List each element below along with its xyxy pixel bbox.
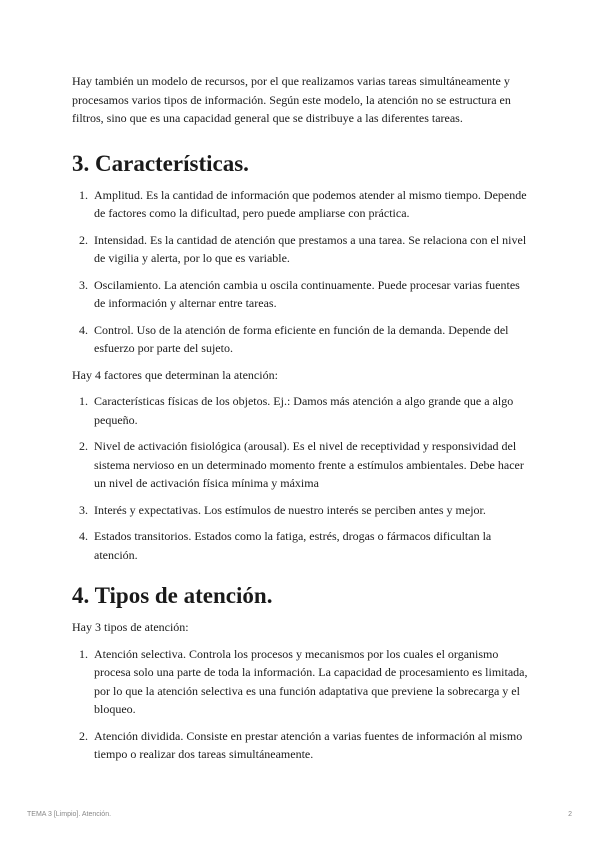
list-item-text: Atención dividida. Consiste en prestar atención a varias fuentes de información al mismo tiempo o realizar dos tareas simultáneamente. bbox=[94, 728, 523, 761]
section-heading-tipos: 4. Tipos de atención. bbox=[72, 583, 273, 608]
list-caracteristicas bbox=[72, 186, 528, 358]
list-number: 4. bbox=[79, 322, 88, 337]
list-number: 2. bbox=[79, 728, 88, 743]
list-item-text: Estados transitorios. Estados como la fatiga, estrés, drogas o fármacos dificultan la atención. bbox=[94, 529, 492, 562]
list-tipos bbox=[72, 645, 528, 764]
list-item bbox=[72, 392, 528, 429]
list-item bbox=[72, 276, 528, 313]
list-number: 1. bbox=[79, 646, 88, 661]
list-factores bbox=[72, 392, 528, 564]
list-item bbox=[72, 727, 528, 764]
list-item bbox=[72, 645, 528, 719]
list-item-text: Oscilamiento. La atención cambia u oscila continuamente. Puede procesar varias fuentes de información y alternar entre tareas. bbox=[94, 277, 520, 310]
list-item bbox=[72, 437, 528, 493]
list-item-text: Nivel de activación fisiológica (arousal). Es el nivel de receptividad y responsividad del sistema nervioso en un determinado momento frente a estímulos ambientales. Debe hacer un nivel de activación física mínima y máxima bbox=[94, 439, 524, 490]
list-item bbox=[72, 186, 528, 223]
list-number: 1. bbox=[79, 187, 88, 202]
tipos-lead: Hay 3 tipos de atención: bbox=[72, 620, 189, 634]
list-number: 2. bbox=[79, 439, 88, 453]
document-page bbox=[72, 72, 528, 772]
list-number: 4. bbox=[79, 529, 88, 543]
list-number: 2. bbox=[79, 232, 88, 247]
list-number: 3. bbox=[79, 277, 88, 292]
list-item-text: Características físicas de los objetos. Ej.: Damos más atención a algo grande que a algo pequeño. bbox=[94, 394, 514, 427]
page-number: 2 bbox=[568, 811, 572, 818]
factores-lead: Hay 4 factores que determinan la atención: bbox=[72, 367, 278, 382]
section-heading-caracteristicas: 3. Características. bbox=[72, 150, 249, 176]
list-number: 3. bbox=[79, 502, 88, 517]
list-number: 1. bbox=[79, 394, 88, 408]
intro-paragraph: Hay también un modelo de recursos, por el que realizamos varias tareas simultáneamente y procesamos varios tipos de información. Según este modelo, la atención no se estructura en filtros, sino que es una capacidad general que se distribuye a las diferentes tareas. bbox=[72, 74, 511, 125]
list-item-text: Amplitud. Es la cantidad de información que podemos atender al mismo tiempo. Depende de factores como la dificultad, pero puede ampliarse con práctica. bbox=[94, 187, 527, 220]
list-item-text: Interés y expectativas. Los estímulos de nuestro interés se perciben antes y mejor. bbox=[94, 502, 486, 517]
list-item-text: Intensidad. Es la cantidad de atención que prestamos a una tarea. Se relaciona con el nivel de vigilia y alerta, por lo que es variable. bbox=[94, 232, 527, 265]
list-item-text: Control. Uso de la atención de forma eficiente en función de la demanda. Depende del esfuerzo por parte del sujeto. bbox=[94, 322, 509, 355]
footer-title: TEMA 3 [Limpio]. Atención. bbox=[27, 811, 112, 818]
list-item bbox=[72, 501, 528, 520]
page-footer bbox=[27, 811, 572, 818]
list-item bbox=[72, 231, 528, 268]
list-item bbox=[72, 527, 528, 564]
list-item-text: Atención selectiva. Controla los procesos y mecanismos por los cuales el organismo procesa solo una parte de toda la información. La capacidad de procesamiento es limitada, por lo que la atención selectiva es una función adaptativa que previene la sobrecarga y el bloqueo. bbox=[94, 646, 528, 716]
list-item bbox=[72, 321, 528, 358]
